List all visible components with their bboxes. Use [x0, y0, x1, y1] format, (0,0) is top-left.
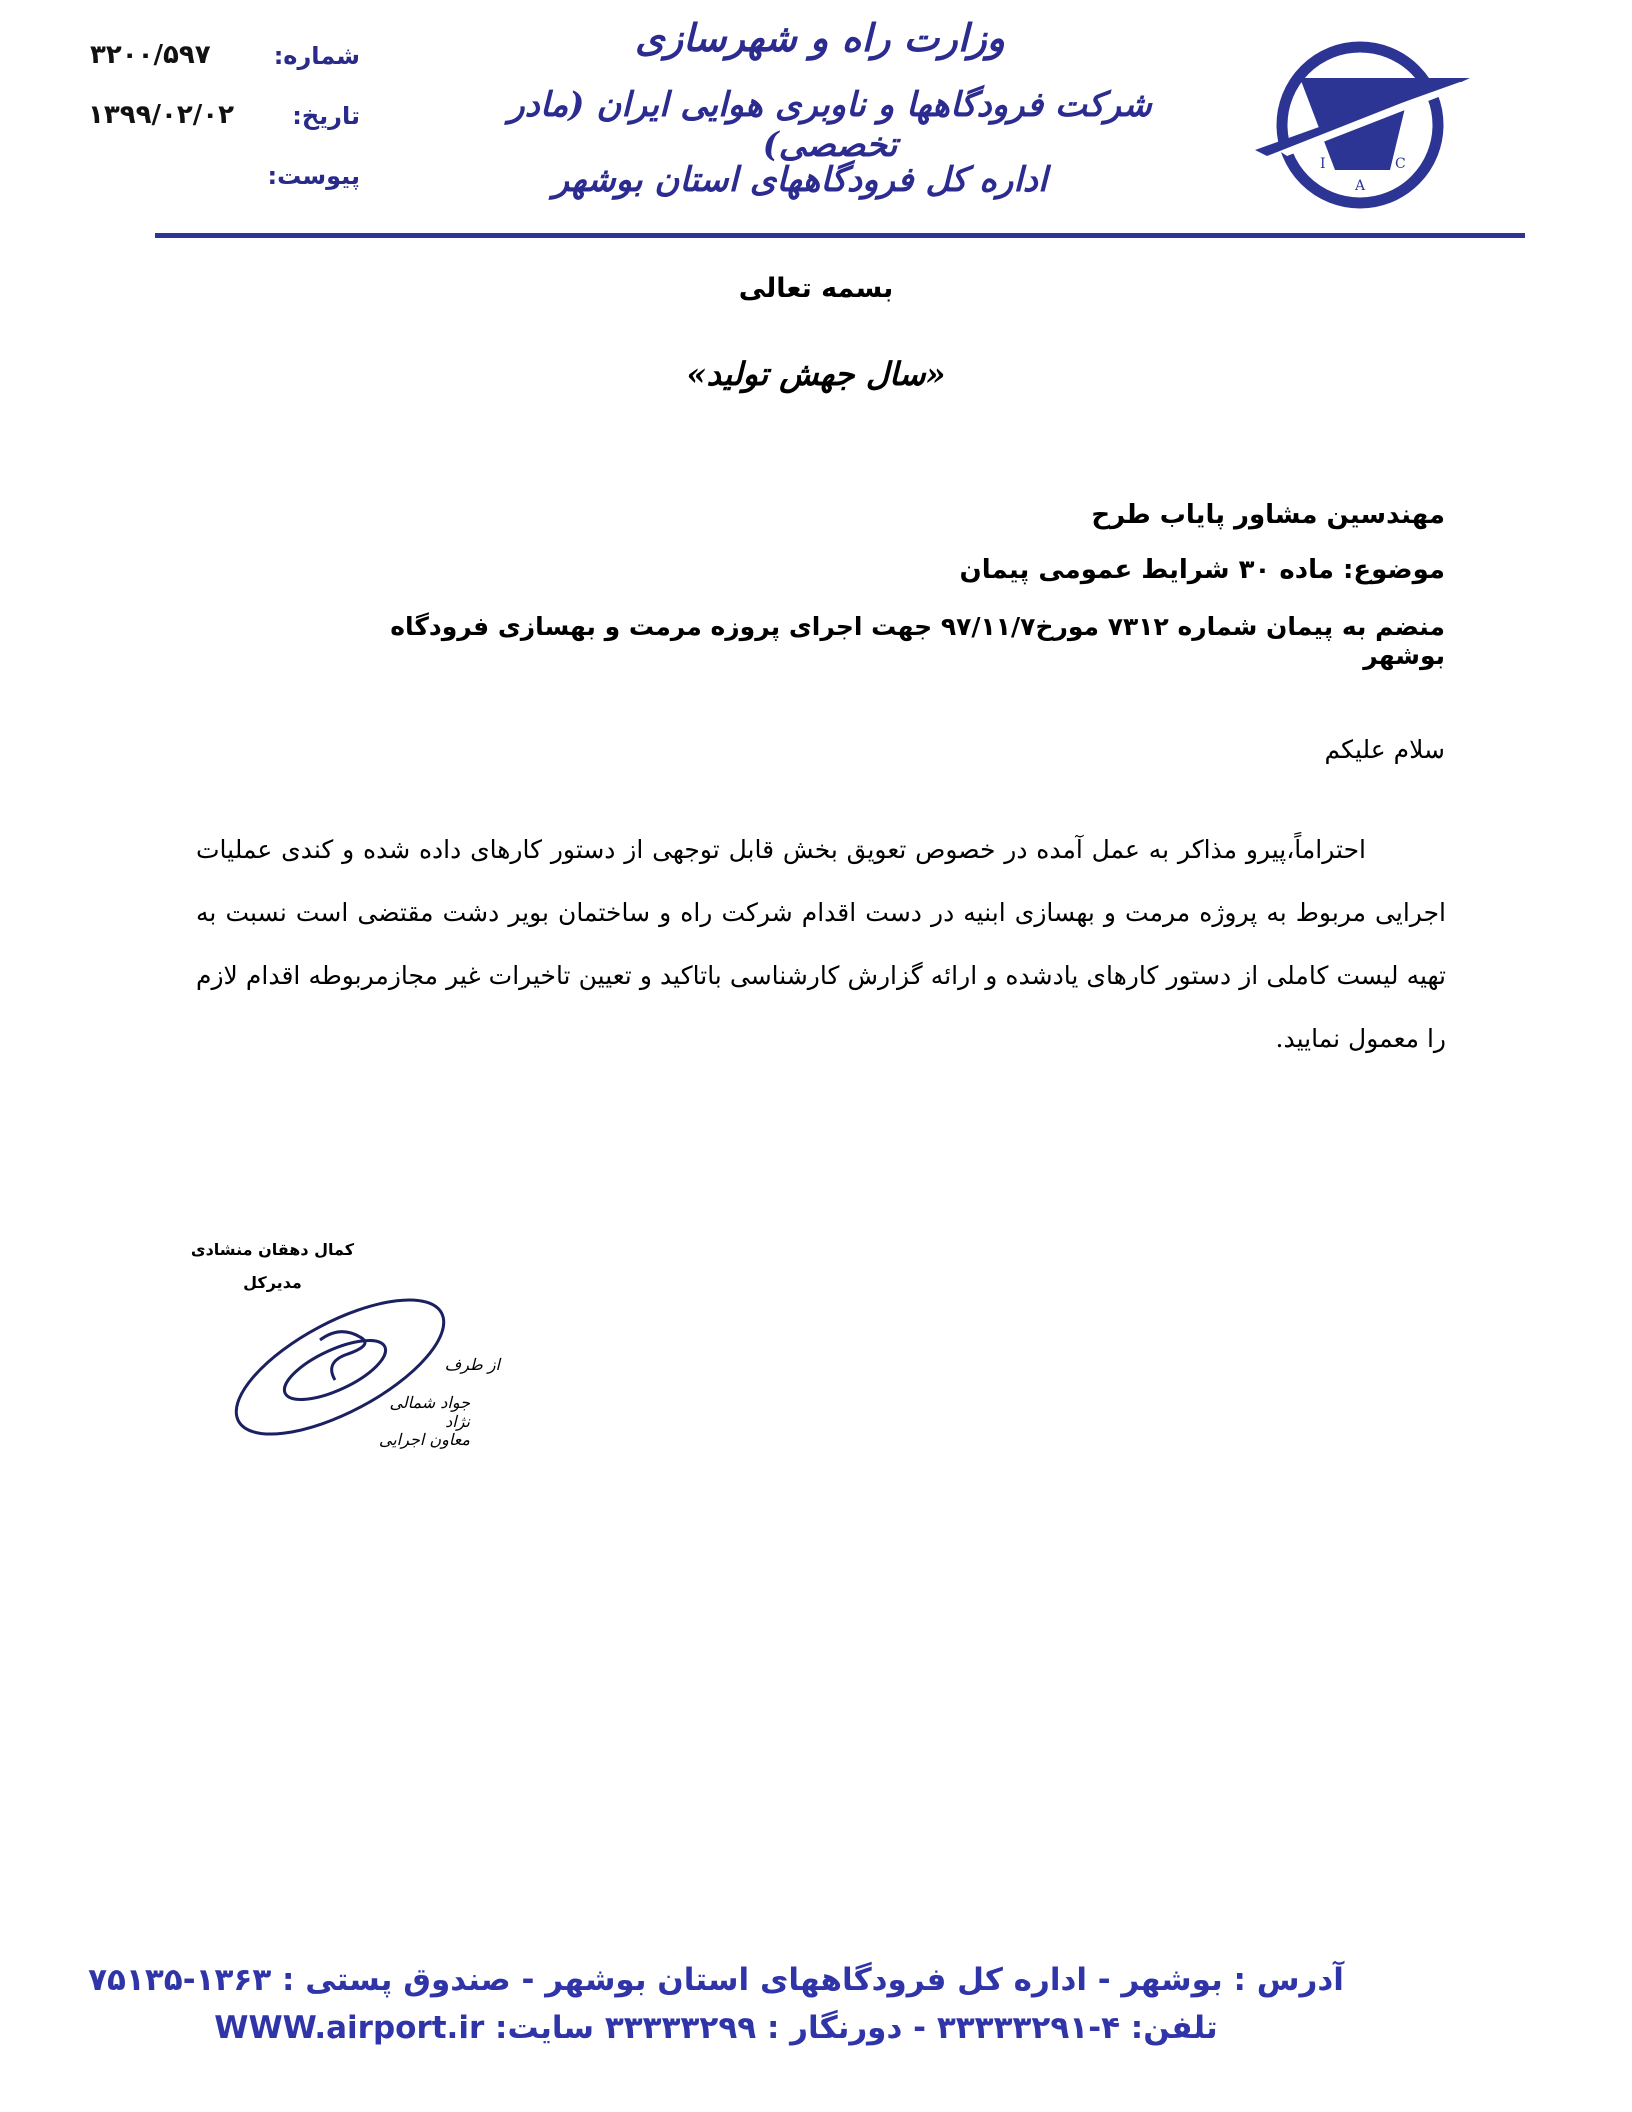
- signatory-title: مدیرکل: [243, 1273, 302, 1292]
- footer-address: آدرس : بوشهر - اداره کل فرودگاههای استان بوشهر - صندوق پستی : ۱۳۶۳-۷۵۱۳۵: [88, 1962, 1344, 1998]
- office-title: اداره کل فرودگاههای استان بوشهر: [552, 160, 1048, 200]
- greeting: سلام علیکم: [1324, 735, 1445, 764]
- on-behalf: از طرف: [444, 1355, 500, 1374]
- body-paragraph: احتراماً،پیرو مذاکر به عمل آمده در خصوص تعویق بخش قابل توجهی از دستور کارهای داده شده و کندی عملیات اجرایی مربوط به پروژه مرمت و بهسازی ابنیه در دست اقدام شرکت راه و ساختمان بویر دشت مقتضی است نسبت به تهیه لیست کاملی از دستور کارهای یادشده و ارائه گزارش کارشناسی باتاکید و تعیین تاخیرات غیر مجازمربوطه اقدام لازم را معمول نمایید.: [196, 835, 1446, 1053]
- footer-contact: تلفن: ۴-۳۳۳۳۳۲۹۱ - دورنگار : ۳۳۳۳۳۲۹۹ سایت: WWW.airport.ir: [214, 2010, 1218, 2046]
- company-title: شرکت فرودگاهها و ناوبری هوایی ایران (مادر تخصصی): [508, 85, 1152, 165]
- invocation: بسمه تعالی: [738, 273, 894, 304]
- header-divider: [155, 233, 1525, 238]
- year-slogan: «سال جهش تولید»: [686, 355, 946, 393]
- number-value: ۳۲۰۰/۵۹۷: [90, 40, 211, 70]
- reference: منضم به پیمان شماره ۷۳۱۲ مورخ۹۷/۱۱/۷ جهت اجرای پروزه مرمت و بهسازی فرودگاه بوشهر: [390, 612, 1445, 670]
- subject: موضوع: ماده ۳۰ شرایط عمومی پیمان: [959, 555, 1445, 585]
- iac-logo: [1215, 40, 1515, 210]
- ministry-title: وزارت راه و شهرسازی: [634, 15, 1006, 60]
- signatory-name: کمال دهقان منشادی: [190, 1240, 355, 1259]
- svg-text:A: A: [1355, 178, 1366, 194]
- svg-text:C: C: [1395, 156, 1406, 172]
- date-value: ۱۳۹۹/۰۲/۰۲: [88, 100, 234, 130]
- date-label: تاریخ:: [292, 102, 360, 130]
- number-label: شماره:: [273, 42, 360, 70]
- signer-title: معاون اجرایی: [378, 1430, 470, 1449]
- recipient: مهندسین مشاور پایاب طرح: [1091, 500, 1445, 530]
- svg-text:I: I: [1320, 156, 1326, 172]
- attachment-label: پیوست:: [267, 162, 360, 190]
- signer-name: جواد شمالی نژاد: [389, 1393, 470, 1431]
